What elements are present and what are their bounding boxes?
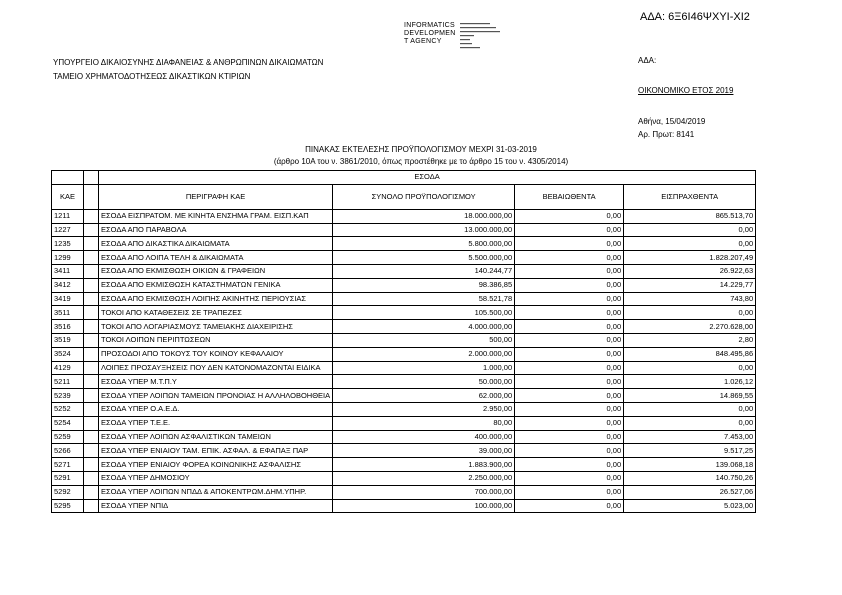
collected-cell: 1.828.207,49 <box>624 251 756 265</box>
budget-cell: 2.000.000,00 <box>333 347 515 361</box>
certified-cell: 0,00 <box>515 416 624 430</box>
desc-cell: ΕΣΟΔΑ ΥΠΕΡ ΛΟΙΠΩΝ ΝΠΔΔ & ΑΠΟΚΕΝΤΡΩΜ.ΔΗΜ.ΥΠΗΡ. <box>99 485 333 499</box>
desc-cell: ΕΣΟΔΑ ΥΠΕΡ ΛΟΙΠΩΝ ΤΑΜΕΙΩΝ ΠΡΟΝΟΙΑΣ Η ΑΛΛΗΛΟΒΟΗΘΕΙΑ <box>99 389 333 403</box>
kae-cell: 3511 <box>52 306 84 320</box>
collected-cell: 139.068,18 <box>624 458 756 472</box>
collected-cell: 848.495,86 <box>624 347 756 361</box>
spacer-cell <box>84 251 99 265</box>
table-row <box>52 458 756 472</box>
spacer-cell <box>84 430 99 444</box>
certified-cell: 0,00 <box>515 361 624 375</box>
desc-cell: ΕΣΟΔΑ ΥΠΕΡ ΝΠΙΔ <box>99 499 333 513</box>
budget-cell: 700.000,00 <box>333 485 515 499</box>
budget-cell: 2.950,00 <box>333 402 515 416</box>
spacer-cell <box>84 485 99 499</box>
col-collected: ΕΙΣΠΡΑΧΘΕΝΤΑ <box>624 184 756 209</box>
kae-cell: 5211 <box>52 375 84 389</box>
date-block <box>638 115 705 141</box>
spacer-cell <box>84 320 99 334</box>
kae-cell: 3412 <box>52 278 84 292</box>
collected-cell: 0,00 <box>624 361 756 375</box>
desc-cell: ΤΟΚΟΙ ΛΟΙΠΩΝ ΠΕΡΙΠΤΩΣΕΩΝ <box>99 333 333 347</box>
collected-cell: 140.750,26 <box>624 471 756 485</box>
table-row <box>52 347 756 361</box>
table-row <box>52 416 756 430</box>
desc-cell: ΤΟΚΟΙ ΑΠΟ ΛΟΓΑΡΙΑΣΜΟΥΣ ΤΑΜΕΙΑΚΗΣ ΔΙΑΧΕΙΡΙΣΗΣ <box>99 320 333 334</box>
spacer-cell <box>84 416 99 430</box>
budget-cell: 5.800.000,00 <box>333 237 515 251</box>
table-row <box>52 278 756 292</box>
kae-cell: 5252 <box>52 402 84 416</box>
kae-cell: 5295 <box>52 499 84 513</box>
collected-cell: 865.513,70 <box>624 209 756 223</box>
desc-cell: ΕΣΟΔΑ ΑΠΟ ΔΙΚΑΣΤΙΚΑ ΔΙΚΑΙΩΜΑΤΑ <box>99 237 333 251</box>
desc-cell: ΕΣΟΔΑ ΑΠΟ ΠΑΡΑΒΟΛΑ <box>99 223 333 237</box>
stamp-fine-print-icon <box>460 22 508 58</box>
table-row <box>52 430 756 444</box>
kae-cell: 5259 <box>52 430 84 444</box>
budget-cell: 5.500.000,00 <box>333 251 515 265</box>
desc-cell: ΠΡΟΣΟΔΟΙ ΑΠΟ ΤΟΚΟΥΣ ΤΟΥ ΚΟΙΝΟΥ ΚΕΦΑΛΑΙΟΥ <box>99 347 333 361</box>
table-row <box>52 251 756 265</box>
budget-cell: 13.000.000,00 <box>333 223 515 237</box>
section-header-row <box>52 171 756 185</box>
spacer-cell <box>84 361 99 375</box>
table-row <box>52 333 756 347</box>
table-row <box>52 444 756 458</box>
kae-cell: 5254 <box>52 416 84 430</box>
collected-cell: 0,00 <box>624 306 756 320</box>
certified-cell: 0,00 <box>515 320 624 334</box>
certified-cell: 0,00 <box>515 485 624 499</box>
budget-cell: 62.000,00 <box>333 389 515 403</box>
kae-cell: 5271 <box>52 458 84 472</box>
certified-cell: 0,00 <box>515 264 624 278</box>
certified-cell: 0,00 <box>515 292 624 306</box>
collected-cell: 5.023,00 <box>624 499 756 513</box>
budget-cell: 500,00 <box>333 333 515 347</box>
desc-cell: ΕΣΟΔΑ ΥΠΕΡ ΕΝΙΑΙΟΥ ΤΑΜ. ΕΠΙΚ. ΑΣΦΑΛ. & ΕΦΑΠΑΞ ΠΑΡ <box>99 444 333 458</box>
document-date: Αθήνα, 15/04/2019 <box>638 117 706 126</box>
budget-cell: 18.000.000,00 <box>333 209 515 223</box>
stamp-line-2: DEVELOPMEN <box>404 30 456 37</box>
table-title <box>0 144 842 168</box>
collected-cell: 9.517,25 <box>624 444 756 458</box>
ministry-name: ΥΠΟΥΡΓΕΙΟ ΔΙΚΑΙΟΣΥΝΗΣ ΔΙΑΦΑΝΕΙΑΣ & ΑΝΘΡΩΠΙΝΩΝ ΔΙΚΑΙΩΜΑΤΩΝ <box>53 58 324 67</box>
budget-cell: 39.000,00 <box>333 444 515 458</box>
table-row <box>52 375 756 389</box>
collected-cell: 0,00 <box>624 237 756 251</box>
kae-cell: 5239 <box>52 389 84 403</box>
certified-cell: 0,00 <box>515 402 624 416</box>
desc-cell: ΕΣΟΔΑ ΥΠΕΡ ΕΝΙΑΙΟΥ ΦΟΡΕΑ ΚΟΙΝΩΝΙΚΗΣ ΑΣΦΑΛΙΣΗΣ <box>99 458 333 472</box>
table-row <box>52 209 756 223</box>
budget-cell: 1.000,00 <box>333 361 515 375</box>
desc-cell: ΕΣΟΔΑ ΑΠΟ ΕΚΜΙΣΘΩΣΗ ΛΟΙΠΗΣ ΑΚΙΝΗΤΗΣ ΠΕΡΙΟΥΣΙΑΣ <box>99 292 333 306</box>
spacer-cell <box>84 209 99 223</box>
col-budget: ΣΥΝΟΛΟ ΠΡΟΫΠΟΛΟΓΙΣΜΟΥ <box>333 184 515 209</box>
budget-cell: 58.521,78 <box>333 292 515 306</box>
budget-cell: 1.883.900,00 <box>333 458 515 472</box>
desc-cell: ΤΟΚΟΙ ΑΠΟ ΚΑΤΑΘΕΣΕΙΣ ΣΕ ΤΡΑΠΕΖΕΣ <box>99 306 333 320</box>
ada-top: ΑΔΑ: 6Ξ6Ι46ΨΧΥΙ-ΧΙ2 <box>640 11 750 23</box>
kae-cell: 5291 <box>52 471 84 485</box>
kae-cell: 1299 <box>52 251 84 265</box>
fund-name: ΤΑΜΕΙΟ ΧΡΗΜΑΤΟΔΟΤΗΣΕΩΣ ΔΙΚΑΣΤΙΚΩΝ ΚΤΙΡΙΩΝ <box>53 72 251 81</box>
collected-cell: 0,00 <box>624 416 756 430</box>
col-desc: ΠΕΡΙΓΡΑΦΗ ΚΑΕ <box>99 184 333 209</box>
certified-cell: 0,00 <box>515 499 624 513</box>
collected-cell: 14.869,55 <box>624 389 756 403</box>
stamp-line-1: INFORMATICS <box>404 22 456 29</box>
spacer-cell <box>84 347 99 361</box>
certified-cell: 0,00 <box>515 251 624 265</box>
spacer-cell <box>84 458 99 472</box>
certified-cell: 0,00 <box>515 278 624 292</box>
kae-cell: 3519 <box>52 333 84 347</box>
kae-cell: 1235 <box>52 237 84 251</box>
spacer-cell <box>84 389 99 403</box>
desc-cell: ΛΟΙΠΕΣ ΠΡΟΣΑΥΞΗΣΕΙΣ ΠΟΥ ΔΕΝ ΚΑΤΟΝΟΜΑΖΟΝΤΑΙ ΕΙΔΙΚΑ <box>99 361 333 375</box>
desc-cell: ΕΣΟΔΑ ΑΠΟ ΕΚΜΙΣΘΩΣΗ ΟΙΚΙΩΝ & ΓΡΑΦΕΙΩΝ <box>99 264 333 278</box>
kae-cell: 1227 <box>52 223 84 237</box>
title-line-2: (άρθρο 10Α του ν. 3861/2010, όπως προστέθηκε με το άρθρο 15 του ν. 4305/2014) <box>273 157 569 166</box>
table-row <box>52 499 756 513</box>
certified-cell: 0,00 <box>515 306 624 320</box>
ada-label: ΑΔΑ: <box>638 56 657 65</box>
table-row <box>52 264 756 278</box>
certified-cell: 0,00 <box>515 347 624 361</box>
certified-cell: 0,00 <box>515 430 624 444</box>
desc-cell: ΕΣΟΔΑ ΕΙΣΠΡΑΤΟΜ. ΜΕ ΚΙΝΗΤΑ ΕΝΣΗΜΑ ΓΡΑΜ. ΕΙΣΠ.ΚΑΠ <box>99 209 333 223</box>
table-row <box>52 223 756 237</box>
certified-cell: 0,00 <box>515 237 624 251</box>
certified-cell: 0,00 <box>515 389 624 403</box>
certified-cell: 0,00 <box>515 471 624 485</box>
budget-cell: 98.386,85 <box>333 278 515 292</box>
col-kae: ΚΑΕ <box>52 184 84 209</box>
table-row <box>52 485 756 499</box>
table-row <box>52 306 756 320</box>
desc-cell: ΕΣΟΔΑ ΑΠΟ ΕΚΜΙΣΘΩΣΗ ΚΑΤΑΣΤΗΜΑΤΩΝ ΓΕΝΙΚΑ <box>99 278 333 292</box>
table-row <box>52 320 756 334</box>
section-title: ΕΣΟΔΑ <box>99 171 756 185</box>
budget-cell: 105.500,00 <box>333 306 515 320</box>
table-row <box>52 471 756 485</box>
certified-cell: 0,00 <box>515 333 624 347</box>
stamp-line-3: T AGENCY <box>404 38 442 45</box>
desc-cell: ΕΣΟΔΑ ΑΠΟ ΛΟΙΠΑ ΤΕΛΗ & ΔΙΚΑΙΩΜΑΤΑ <box>99 251 333 265</box>
spacer-cell <box>84 278 99 292</box>
collected-cell: 2,80 <box>624 333 756 347</box>
spacer-cell <box>84 471 99 485</box>
collected-cell: 26.527,06 <box>624 485 756 499</box>
table-row <box>52 361 756 375</box>
spacer-cell <box>84 499 99 513</box>
informatics-stamp <box>404 22 514 46</box>
column-header-row <box>52 184 756 209</box>
fiscal-year: ΟΙΚΟΝΟΜΙΚΟ ΕΤΟΣ 2019 <box>638 86 734 95</box>
kae-cell: 4129 <box>52 361 84 375</box>
title-line-1: ΠΙΝΑΚΑΣ ΕΚΤΕΛΕΣΗΣ ΠΡΟΫΠΟΛΟΓΙΣΜΟΥ ΜΕΧΡΙ 31-03-2019 <box>305 145 537 154</box>
kae-cell: 3516 <box>52 320 84 334</box>
desc-cell: ΕΣΟΔΑ ΥΠΕΡ Μ.Τ.Π.Υ <box>99 375 333 389</box>
table-row <box>52 402 756 416</box>
kae-cell: 5292 <box>52 485 84 499</box>
spacer-cell <box>84 375 99 389</box>
spacer-cell <box>84 264 99 278</box>
budget-cell: 100.000,00 <box>333 499 515 513</box>
budget-cell: 80,00 <box>333 416 515 430</box>
spacer-cell <box>84 333 99 347</box>
table-row <box>52 389 756 403</box>
budget-cell: 140.244,77 <box>333 264 515 278</box>
spacer-cell <box>84 237 99 251</box>
spacer-cell <box>84 223 99 237</box>
certified-cell: 0,00 <box>515 375 624 389</box>
certified-cell: 0,00 <box>515 223 624 237</box>
kae-cell: 3411 <box>52 264 84 278</box>
certified-cell: 0,00 <box>515 444 624 458</box>
budget-cell: 400.000,00 <box>333 430 515 444</box>
collected-cell: 0,00 <box>624 223 756 237</box>
ministry-block <box>53 56 323 84</box>
budget-cell: 2.250.000,00 <box>333 471 515 485</box>
collected-cell: 26.922,63 <box>624 264 756 278</box>
desc-cell: ΕΣΟΔΑ ΥΠΕΡ ΔΗΜΟΣΙΟΥ <box>99 471 333 485</box>
certified-cell: 0,00 <box>515 209 624 223</box>
budget-cell: 4.000.000,00 <box>333 320 515 334</box>
kae-cell: 5266 <box>52 444 84 458</box>
kae-cell: 3419 <box>52 292 84 306</box>
table-body <box>52 209 756 513</box>
collected-cell: 1.026,12 <box>624 375 756 389</box>
spacer-cell <box>84 444 99 458</box>
desc-cell: ΕΣΟΔΑ ΥΠΕΡ Τ.Ε.Ε. <box>99 416 333 430</box>
spacer-cell <box>84 402 99 416</box>
revenue-table <box>51 170 756 513</box>
collected-cell: 0,00 <box>624 402 756 416</box>
kae-cell: 3524 <box>52 347 84 361</box>
kae-cell: 1211 <box>52 209 84 223</box>
desc-cell: ΕΣΟΔΑ ΥΠΕΡ ΛΟΙΠΩΝ ΑΣΦΑΛΙΣΤΙΚΩΝ ΤΑΜΕΙΩΝ <box>99 430 333 444</box>
spacer-cell <box>84 306 99 320</box>
spacer-cell <box>84 292 99 306</box>
collected-cell: 14.229,77 <box>624 278 756 292</box>
table-row <box>52 292 756 306</box>
desc-cell: ΕΣΟΔΑ ΥΠΕΡ Ο.Α.Ε.Δ. <box>99 402 333 416</box>
col-certified: ΒΕΒΑΙΩΘΕΝΤΑ <box>515 184 624 209</box>
collected-cell: 743,80 <box>624 292 756 306</box>
collected-cell: 2.270.628,00 <box>624 320 756 334</box>
table-row <box>52 237 756 251</box>
collected-cell: 7.453,00 <box>624 430 756 444</box>
budget-cell: 50.000,00 <box>333 375 515 389</box>
certified-cell: 0,00 <box>515 458 624 472</box>
protocol-number: Αρ. Πρωτ: 8141 <box>638 130 695 139</box>
